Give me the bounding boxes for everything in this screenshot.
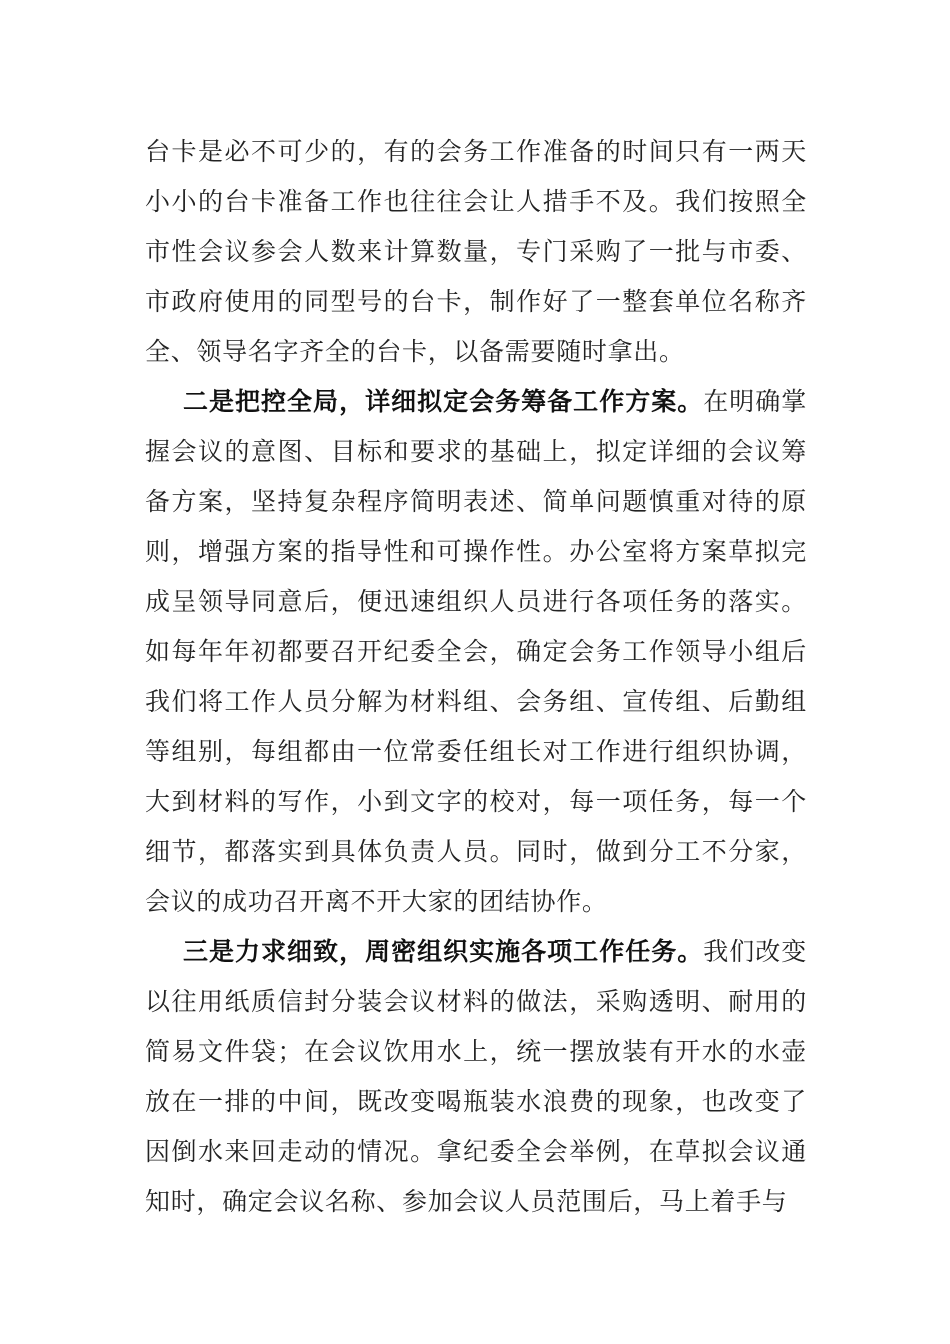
document-body (145, 127, 807, 1227)
paragraph-point-two (145, 377, 807, 927)
paragraph-text: 台卡是必不可少的，有的会务工作准备的时间只有一两天小小的台卡准备工作也往往会让人措手不及。我们按照全市性会议参会人数来计算数量，专门采购了一批与市委、市政府使用的同型号的台卡，制作好了一整套单位名称齐全、领导名字齐全的台卡，以备需要随时拿出。 (145, 137, 807, 366)
paragraph-lead-heading: 三是力求细致，周密组织实施各项工作任务。 (183, 937, 704, 966)
paragraph-lead-heading: 二是把控全局，详细拟定会务筹备工作方案。 (183, 387, 704, 416)
paragraph-text: 在明确掌握会议的意图、目标和要求的基础上，拟定详细的会议筹备方案，坚持复杂程序简明表述、简单问题慎重对待的原则，增强方案的指导性和可操作性。办公室将方案草拟完成呈领导同意后，便迅速组织人员进行各项任务的落实。如每年年初都要召开纪委全会，确定会务工作领导小组后我们将工作人员分解为材料组、会务组、宣传组、后勤组等组别，每组都由一位常委任组长对工作进行组织协调，大到材料的写作，小到文字的校对，每一项任务，每一个细节，都落实到具体负责人员。同时，做到分工不分家，会议的成功召开离不开大家的团结协作。 (145, 387, 807, 916)
paragraph-continued (145, 127, 807, 377)
paragraph-text: 我们改变以往用纸质信封分装会议材料的做法，采购透明、耐用的简易文件袋；在会议饮用水上，统一摆放装有开水的水壶放在一排的中间，既改变喝瓶装水浪费的现象，也改变了因倒水来回走动的情况。拿纪委全会举例，在草拟会议通知时，确定会议名称、参加会议人员范围后，马上着手与 (145, 937, 807, 1216)
paragraph-point-three (145, 927, 807, 1227)
